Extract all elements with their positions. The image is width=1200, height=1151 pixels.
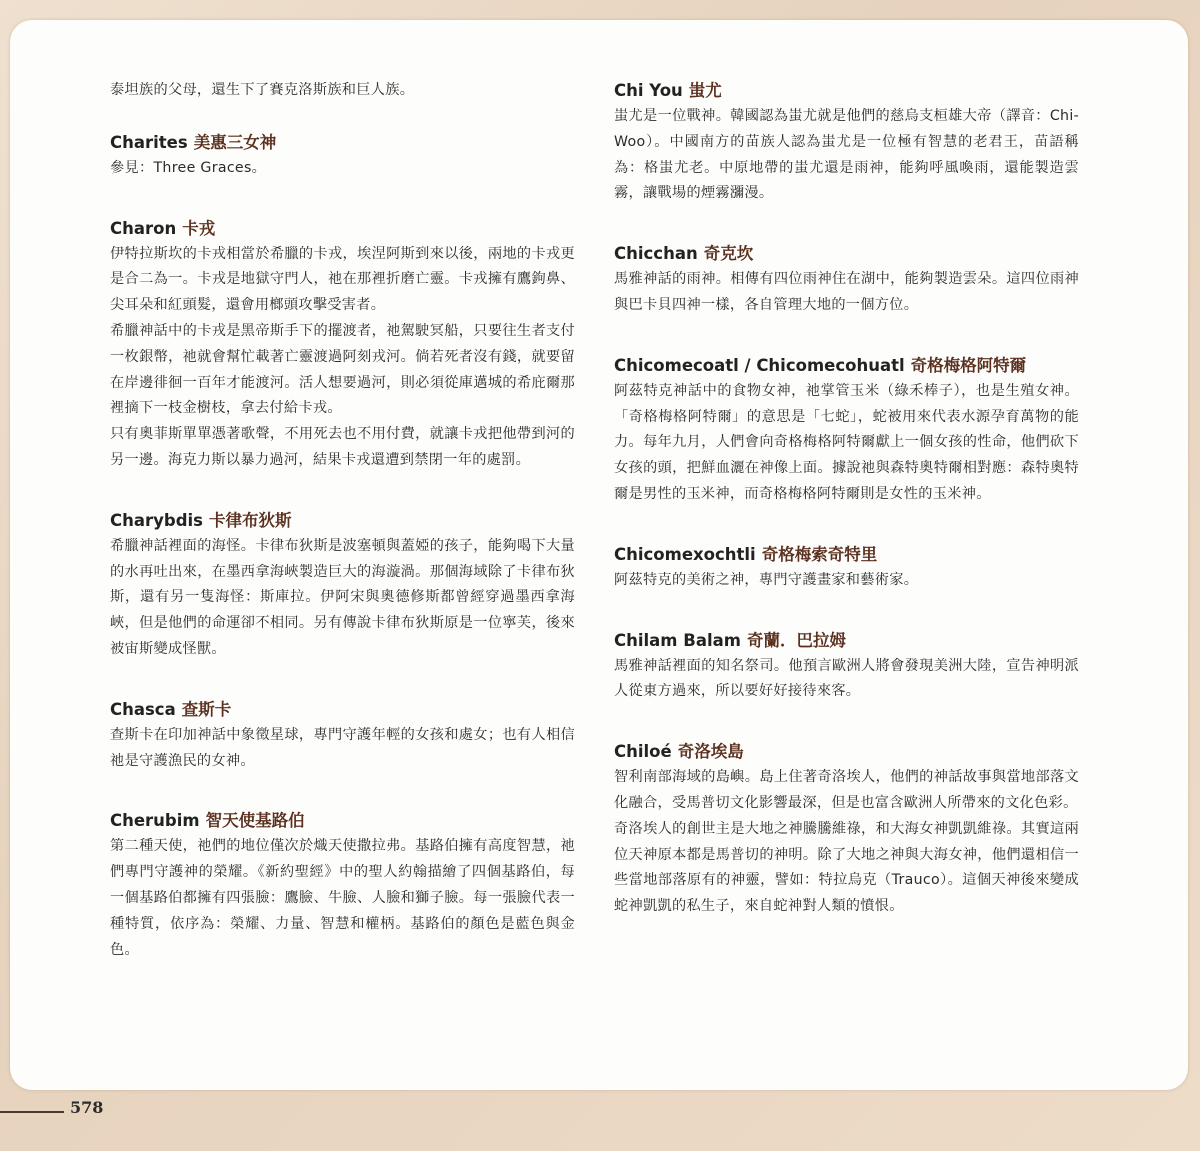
entry-headword: Chicchan [614,244,698,264]
footer-rule [0,1111,64,1113]
entry-heading [614,542,1079,568]
entry-heading [110,130,575,156]
dictionary-entry [110,216,575,474]
entry-heading [614,628,1079,654]
entry-headword: Charites [110,132,188,152]
entry-paragraph: 智利南部海域的島嶼。島上住著奇洛埃人，他們的神話故事與當地部落文化融合，受馬普切文化影響最深，但是也富含歐洲人所帶來的文化色彩。 [614,769,1079,811]
entry-chinese-name: 查斯卡 [181,699,232,719]
dictionary-entry [110,78,575,104]
entry-paragraph: 只有奧菲斯單單憑著歌聲，不用死去也不用付費，就讓卡戎把他帶到河的另一邊。海克力斯以暴力過河，結果卡戎還遭到禁閉一年的處罰。 [110,426,575,468]
entry-heading [614,241,1079,267]
dictionary-entry [614,78,1079,207]
entry-heading [614,353,1079,379]
entry-chinese-name: 美惠三女神 [193,132,277,152]
entry-chinese-name: 卡戎 [182,218,216,238]
entry-chinese-name: 奇蘭．巴拉姆 [746,630,846,650]
entry-heading [110,697,575,723]
dictionary-entry [110,697,575,775]
entry-paragraph: 希臘神話中的卡戎是黑帝斯手下的擺渡者，祂駕駛冥船，只要往生者支付一枚銀幣，祂就會幫忙載著亡靈渡過阿刻戎河。倘若死者沒有錢，就要留在岸邊徘徊一百年才能渡河。活人想要過河，則必須從庫邁城的希庇爾那裡摘下一枝金樹枝，拿去付給卡戎。 [110,322,575,417]
entry-paragraph: 查斯卡在印加神話中象徵星球，專門守護年輕的女孩和處女；也有人相信祂是守護漁民的女神。 [110,726,575,769]
entry-headword: Charon [110,218,177,238]
left-column [110,78,575,997]
dictionary-entry [614,628,1079,706]
entry-chinese-name: 卡律布狄斯 [208,510,292,530]
entry-paragraph: 阿茲特克的美術之神，專門守護畫家和藝術家。 [614,571,919,588]
dictionary-entry [614,241,1079,319]
entry-paragraph: 第二種天使，祂們的地位僅次於熾天使撒拉弗。基路伯擁有高度智慧，祂們專門守護神的榮耀。《新約聖經》中的聖人約翰描繪了四個基路伯，每一個基路伯都擁有四張臉：鷹臉、牛臉、人臉和獅子臉。每一張臉代表一種特質，依序為：榮耀、力量、智慧和權柄。基路伯的顏色是藍色與金色。 [110,838,575,958]
entry-headword: Chi You [614,81,683,100]
dictionary-entry [110,130,575,182]
dictionary-entry [614,739,1079,920]
entry-heading [110,508,575,534]
entry-heading [110,216,575,242]
entry-paragraph: 馬雅神話的雨神。相傳有四位雨神住在湖中，能夠製造雲朵。這四位雨神與巴卡貝四神一樣，各自管理大地的一個方位。 [614,271,1079,313]
dictionary-entry [110,508,575,663]
entry-headword: Chasca [110,699,176,719]
entry-chinese-name: 奇克坎 [703,244,754,264]
entry-headword: Chiloé [614,742,672,762]
entry-headword: Cherubim [110,811,200,831]
entry-paragraph: 阿茲特克神話中的食物女神，祂掌管玉米（綠禾棒子），也是生殖女神。「奇格梅格阿特爾」的意思是「七蛇」，蛇被用來代表水源孕育萬物的能力。每年九月，人們會向奇格梅格阿特爾獻上一個女孩的性命，他們砍下女孩的頭，把鮮血灑在神像上面。據說祂與森特奧特爾相對應：森特奧特爾是男性的玉米神，而奇格梅格阿特爾則是女性的玉米神。 [614,382,1079,502]
entry-paragraph: 奇洛埃人的創世主是大地之神騰騰維祿，和大海女神凱凱維祿。其實這兩位天神原本都是馬普切的神明。除了大地之神與大海女神，他們還相信一些當地部落原有的神靈，譬如：特拉烏克（Trauco）。這個天神後來變成蛇神凱凱的私生子，來自蛇神對人類的憤恨。 [614,820,1079,915]
entry-paragraph: 希臘神話裡面的海怪。卡律布狄斯是波塞頓與蓋婭的孩子，能夠喝下大量的水再吐出來，在墨西拿海峽製造巨大的海漩渦。那個海域除了卡律布狄斯，還有另一隻海怪：斯庫拉。伊阿宋與奧德修斯都曾經穿過墨西拿海峽，但是他們的命運卻不相同。另有傳說卡律布狄斯原是一位寧芙，後來被宙斯變成怪獸。 [110,537,575,657]
entry-headword: Chilam Balam [614,630,741,650]
entry-heading [614,78,1079,104]
entry-paragraph: 參見：Three Graces。 [110,159,267,176]
entry-paragraph: 泰坦族的父母，還生下了賽克洛斯族和巨人族。 [110,82,415,98]
entry-headword: Charybdis [110,510,203,530]
entry-chinese-name: 奇格梅格阿特爾 [910,355,1027,375]
entry-chinese-name: 蚩尤 [688,81,722,100]
entry-heading [614,739,1079,765]
entry-paragraph: 蚩尤是一位戰神。韓國認為蚩尤就是他們的慈烏支桓雄大帝（譯音：Chi-Woo）。中國南方的苗族人認為蚩尤是一位極有智慧的老君王，苗語稱為：格蚩尤老。中原地帶的蚩尤還是雨神，能夠呼風喚雨，還能製造雲霧，讓戰場的煙霧瀰漫。 [614,108,1079,202]
page-number: 578 [70,1098,104,1117]
dictionary-entry [614,542,1079,594]
right-column [614,78,1079,954]
dictionary-entry [614,353,1079,508]
entry-heading [110,808,575,834]
entry-chinese-name: 奇洛埃島 [677,742,744,762]
entry-headword: Chicomecoatl / Chicomecohuatl [614,355,905,375]
entry-paragraph: 馬雅神話裡面的知名祭司。他預言歐洲人將會發現美洲大陸，宣告神明派人從東方過來，所以要好好接待來客。 [614,657,1079,700]
entry-chinese-name: 智天使基路伯 [205,811,305,831]
dictionary-entry [110,808,575,963]
entry-chinese-name: 奇格梅索奇特里 [761,544,878,564]
entry-headword: Chicomexochtli [614,544,756,564]
entry-paragraph: 伊特拉斯坎的卡戎相當於希臘的卡戎，埃涅阿斯到來以後，兩地的卡戎更是合二為一。卡戎是地獄守門人，祂在那裡折磨亡靈。卡戎擁有鷹鉤鼻、尖耳朵和紅頭髮，還會用榔頭攻擊受害者。 [110,245,575,314]
